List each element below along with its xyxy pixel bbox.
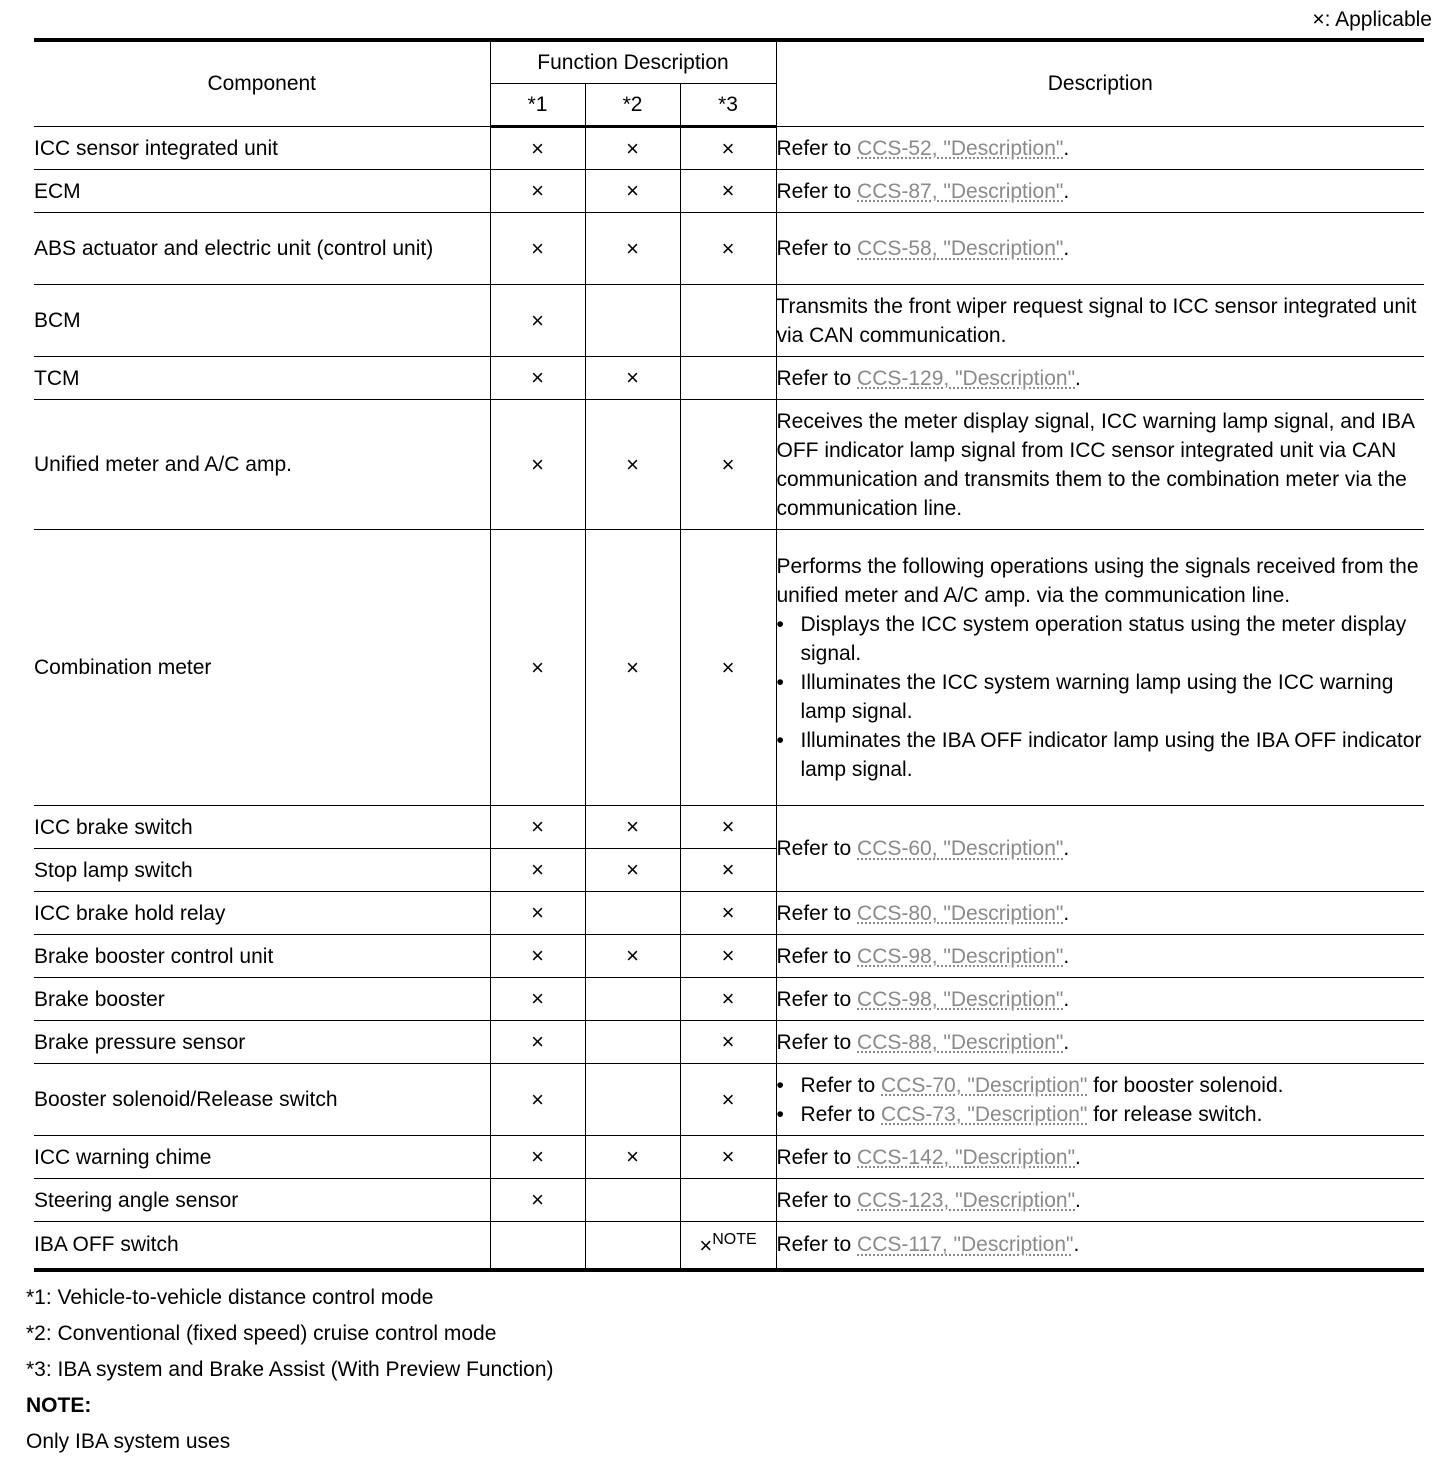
mode-1-mark: ×: [490, 1021, 585, 1064]
mode-1-mark: ×: [490, 806, 585, 849]
refer-tail: .: [1063, 944, 1070, 968]
applicable-legend: ×: Applicable: [1312, 8, 1432, 31]
mode-1-mark: ×: [490, 892, 585, 935]
mode-3-mark: ×: [680, 849, 776, 892]
refer-prefix: Refer to: [776, 366, 858, 390]
mode-3-mark: ×: [680, 1064, 776, 1136]
table-row: [34, 127, 1424, 170]
mode-2-mark: ×: [585, 213, 680, 285]
refer-tail: .: [1063, 237, 1070, 260]
mode-2-mark: ×: [585, 806, 680, 849]
description-cell: [776, 1064, 1424, 1136]
component-name: Booster solenoid/Release switch: [34, 1064, 490, 1136]
mode-3-mark: [680, 285, 776, 357]
refer-tail: .: [1075, 1188, 1081, 1212]
mode-3-mark: ×: [680, 892, 776, 935]
refer-tail: .: [1075, 366, 1081, 390]
mode-2-mark: [585, 892, 680, 935]
bullet-item: • Displays the ICC system operation status using the meter display signal.: [777, 610, 1425, 668]
refer-prefix: Refer to: [800, 1102, 882, 1126]
reference-link[interactable]: CCS-117, "Description": [857, 1233, 1074, 1257]
table-row: [34, 170, 1424, 213]
bullet-item: • Refer to CCS-70, "Description" for booster solenoid.: [776, 1073, 1284, 1097]
refer-tail: for release switch.: [1087, 1102, 1263, 1126]
description-cell: [776, 213, 1424, 285]
refer-prefix: Refer to: [776, 1030, 858, 1054]
mode-3-mark: ×: [680, 530, 776, 806]
refer-tail: for booster solenoid.: [1087, 1073, 1284, 1097]
mode-3-mark: ×: [680, 978, 776, 1021]
mode-1-mark: ×: [490, 530, 585, 806]
reference-link[interactable]: CCS-98, "Description": [857, 987, 1064, 1011]
component-name: IBA OFF switch: [34, 1222, 490, 1270]
refer-tail: .: [1073, 1233, 1080, 1257]
mode-2-mark: [585, 978, 680, 1021]
component-name: ICC brake switch: [34, 806, 490, 849]
mode-3-mark: [680, 1222, 776, 1270]
footnote-3: *3: IBA system and Brake Assist (With Preview Function): [26, 1358, 554, 1381]
refer-tail: .: [1063, 179, 1070, 203]
mode-3-mark: ×: [680, 400, 776, 530]
header-mode-1: *1: [490, 84, 585, 127]
mode-3-mark: [680, 1179, 776, 1222]
mode-3-mark: [680, 357, 776, 400]
mode-1-mark: ×: [490, 849, 585, 892]
table-row: [34, 1064, 1424, 1136]
table-row: [34, 978, 1424, 1021]
mode-1-mark: ×: [490, 978, 585, 1021]
bullet-item: • Refer to CCS-73, "Description" for release switch.: [776, 1102, 1263, 1126]
component-table: [34, 38, 1424, 1272]
table-row: [34, 213, 1424, 285]
refer-prefix: Refer to: [776, 901, 858, 925]
description-cell: [776, 170, 1424, 213]
reference-link[interactable]: CCS-142, "Description": [857, 1145, 1076, 1169]
mode-1-mark: ×: [490, 1136, 585, 1179]
header-mode-3: *3: [680, 84, 776, 127]
description-cell: [776, 978, 1424, 1021]
mode-2-mark: ×: [585, 935, 680, 978]
description-text: Transmits the front wiper request signal to ICC sensor integrated unit via CAN communication.: [776, 285, 1424, 357]
refer-prefix: Refer to: [800, 1073, 882, 1097]
table-row: [34, 1222, 1424, 1270]
component-name: Unified meter and A/C amp.: [34, 400, 490, 530]
description-cell: [776, 1179, 1424, 1222]
mode-3-mark: ×: [680, 806, 776, 849]
refer-tail: .: [1075, 1145, 1081, 1169]
reference-link[interactable]: CCS-98, "Description": [857, 944, 1064, 968]
header-component: Component: [34, 40, 490, 127]
refer-tail: .: [1063, 837, 1070, 860]
refer-prefix: Refer to: [776, 1188, 858, 1212]
bullet-text: Illuminates the IBA OFF indicator lamp using the IBA OFF indicator lamp signal.: [800, 728, 1422, 781]
mode-3-mark: ×: [680, 935, 776, 978]
mode-3-mark: ×: [680, 1021, 776, 1064]
note-text: Only IBA system uses: [26, 1430, 231, 1453]
mark-symbol: ×: [699, 1232, 713, 1258]
component-name: TCM: [34, 357, 490, 400]
refer-prefix: Refer to: [776, 944, 858, 968]
mode-1-mark: ×: [490, 213, 585, 285]
mode-2-mark: ×: [585, 849, 680, 892]
mode-2-mark: [585, 1179, 680, 1222]
footnotes: [26, 1282, 554, 1462]
description-cell: [776, 892, 1424, 935]
mode-1-mark: [490, 1222, 585, 1270]
header-mode-2: *2: [585, 84, 680, 127]
bullet-text: Displays the ICC system operation status using the meter display signal.: [800, 612, 1407, 665]
mode-2-mark: ×: [585, 357, 680, 400]
refer-tail: .: [1063, 901, 1070, 925]
mode-3-mark: ×: [680, 1136, 776, 1179]
table-row: [34, 530, 1424, 806]
reference-link[interactable]: CCS-70, "Description": [881, 1073, 1088, 1097]
refer-prefix: Refer to: [776, 1145, 858, 1169]
reference-link[interactable]: CCS-88, "Description": [857, 1030, 1064, 1054]
mode-1-mark: ×: [490, 1179, 585, 1222]
table-row: [34, 1179, 1424, 1222]
description-cell: [776, 530, 1424, 806]
component-name: ICC warning chime: [34, 1136, 490, 1179]
refer-prefix: Refer to: [776, 1233, 858, 1257]
description-cell: [776, 1222, 1424, 1270]
table-row: [34, 1136, 1424, 1179]
refer-prefix: Refer to: [776, 237, 858, 260]
mode-1-mark: ×: [490, 285, 585, 357]
description-cell: [776, 806, 1424, 892]
note-superscript: NOTE: [712, 1230, 757, 1248]
description-cell: [776, 127, 1424, 170]
mode-1-mark: ×: [490, 170, 585, 213]
component-name: Steering angle sensor: [34, 1179, 490, 1222]
mode-2-mark: ×: [585, 127, 680, 170]
mode-2-mark: ×: [585, 1136, 680, 1179]
mode-1-mark: ×: [490, 1064, 585, 1136]
component-name: Brake pressure sensor: [34, 1021, 490, 1064]
mode-2-mark: ×: [585, 170, 680, 213]
mode-1-mark: ×: [490, 127, 585, 170]
component-name: ICC sensor integrated unit: [34, 127, 490, 170]
header-function-description: Function Description: [490, 40, 776, 84]
component-name: BCM: [34, 285, 490, 357]
description-cell: [776, 357, 1424, 400]
table-row: [34, 806, 1424, 849]
mode-3-mark: ×: [680, 170, 776, 213]
mode-2-mark: [585, 1064, 680, 1136]
bullet-item: • Illuminates the IBA OFF indicator lamp using the IBA OFF indicator lamp signal.: [777, 726, 1425, 784]
mode-2-mark: [585, 1021, 680, 1064]
bullet-item: • Illuminates the ICC system warning lamp using the ICC warning lamp signal.: [777, 668, 1425, 726]
reference-link[interactable]: CCS-123, "Description": [857, 1188, 1076, 1212]
mode-2-mark: ×: [585, 530, 680, 806]
reference-link[interactable]: CCS-60, "Description": [857, 837, 1064, 860]
mode-2-mark: [585, 1222, 680, 1270]
mode-1-mark: ×: [490, 935, 585, 978]
reference-link[interactable]: CCS-129, "Description": [857, 366, 1076, 390]
component-name: Brake booster control unit: [34, 935, 490, 978]
refer-prefix: Refer to: [776, 179, 858, 203]
mode-2-mark: [585, 285, 680, 357]
component-name: Brake booster: [34, 978, 490, 1021]
description-cell: [776, 935, 1424, 978]
reference-link[interactable]: CCS-73, "Description": [881, 1102, 1088, 1126]
description-cell: [776, 1136, 1424, 1179]
note-title: NOTE:: [26, 1394, 92, 1417]
refer-tail: .: [1063, 1030, 1070, 1054]
table-row: [34, 935, 1424, 978]
table-row: [34, 400, 1424, 530]
description-text: Receives the meter display signal, ICC warning lamp signal, and IBA OFF indicator lamp signal from ICC sensor integrated unit via CAN communication and transmits them to the combination meter via the communication line.: [776, 400, 1424, 530]
component-name: ABS actuator and electric unit (control unit): [34, 213, 490, 285]
mode-1-mark: ×: [490, 400, 585, 530]
mode-1-mark: ×: [490, 357, 585, 400]
refer-prefix: Refer to: [776, 136, 858, 160]
reference-link[interactable]: CCS-52, "Description": [857, 136, 1064, 160]
component-name: ICC brake hold relay: [34, 892, 490, 935]
refer-tail: .: [1063, 987, 1070, 1011]
header-description: Description: [776, 40, 1424, 127]
footnote-2: *2: Conventional (fixed speed) cruise control mode: [26, 1322, 497, 1345]
component-name: Combination meter: [34, 530, 490, 806]
table-row: [34, 285, 1424, 357]
footnote-1: *1: Vehicle-to-vehicle distance control mode: [26, 1286, 434, 1309]
description-cell: [776, 1021, 1424, 1064]
mode-3-mark: ×: [680, 127, 776, 170]
reference-link[interactable]: CCS-87, "Description": [857, 179, 1064, 203]
table-row: [34, 1021, 1424, 1064]
reference-link[interactable]: CCS-58, "Description": [857, 237, 1064, 260]
table-row: [34, 892, 1424, 935]
reference-link[interactable]: CCS-80, "Description": [857, 901, 1064, 925]
refer-tail: .: [1063, 136, 1070, 160]
mode-3-mark: ×: [680, 213, 776, 285]
bullet-text: Illuminates the ICC system warning lamp using the ICC warning lamp signal.: [800, 670, 1394, 723]
mode-2-mark: ×: [585, 400, 680, 530]
refer-prefix: Refer to: [776, 987, 858, 1011]
component-name: Stop lamp switch: [34, 849, 490, 892]
description-text: Performs the following operations using the signals received from the unified meter and A/C amp. via the communication line.: [776, 554, 1419, 607]
component-name: ECM: [34, 170, 490, 213]
table-row: [34, 357, 1424, 400]
refer-prefix: Refer to: [776, 837, 858, 860]
